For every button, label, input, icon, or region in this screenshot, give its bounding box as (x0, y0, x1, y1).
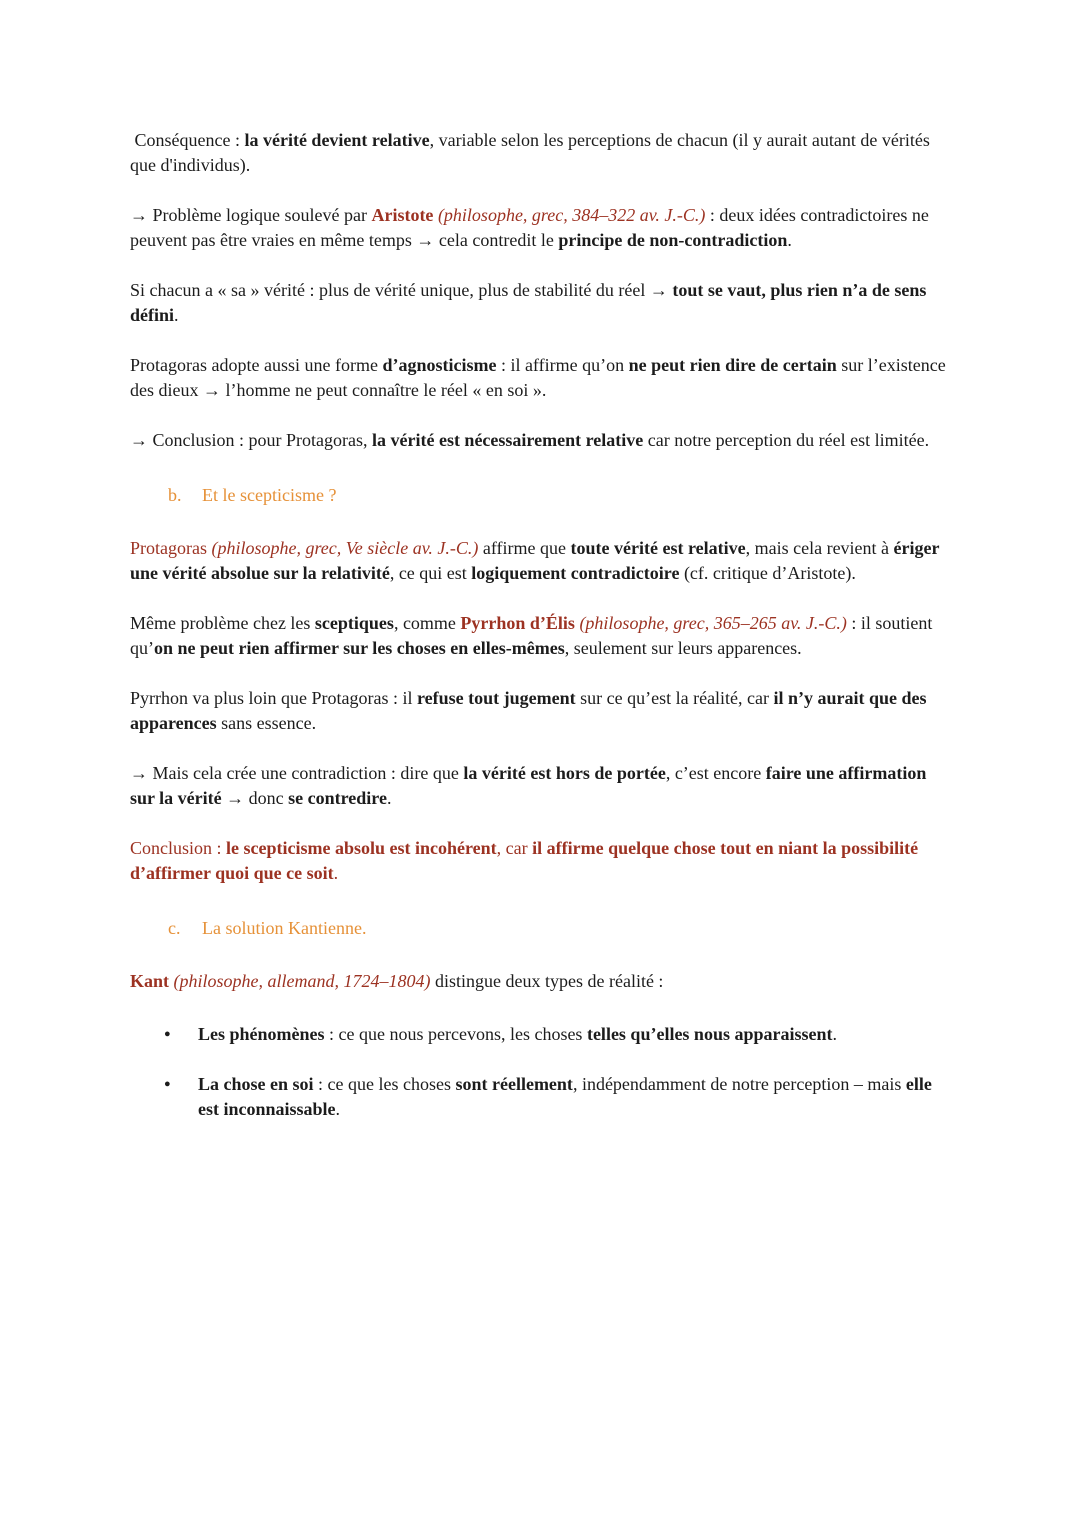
paragraph (130, 353, 950, 403)
text-run: . (832, 1024, 837, 1044)
text-run: sur ce qu’est la réalité, car (575, 688, 774, 708)
text-run: tout se vaut, plus rien n’a de sens défini (130, 280, 931, 325)
text-run: Pyrrhon va plus loin que Protagoras : il (130, 688, 417, 708)
text-run: toute vérité est relative (570, 538, 746, 558)
text-run: , mais cela revient à (745, 538, 894, 558)
text-run: sont réellement (455, 1074, 573, 1094)
text-run: sans essence. (216, 713, 317, 733)
text-run: principe de non-contradiction (558, 230, 788, 250)
text-run: , indépendamment de notre perception – mais (572, 1074, 906, 1094)
paragraph (130, 969, 950, 994)
text-run: telles qu’elles nous apparaissent (586, 1024, 833, 1044)
text-run: Protagoras adopte aussi une forme (130, 355, 383, 375)
text-run: Conséquence : (130, 130, 245, 150)
text-run: (philosophe, grec, Ve siècle av. J.-C.) (211, 538, 479, 558)
text-run: (philosophe, grec, 365–265 av. J.-C.) (579, 613, 847, 633)
text-run: la vérité est hors de portée (463, 763, 666, 783)
text-run: refuse tout jugement (416, 688, 576, 708)
heading-marker: b. (168, 485, 182, 505)
text-run: (philosophe, allemand, 1724–1804) (173, 971, 431, 991)
text-run: ériger une vérité absolue sur la relativité (130, 538, 944, 583)
paragraph (130, 536, 950, 586)
document-content (130, 128, 950, 1122)
text-run: se contredire (288, 788, 387, 808)
bullet-text (198, 1072, 950, 1122)
text-run: . (386, 788, 392, 808)
text-run: Même problème chez les (130, 613, 315, 633)
section-heading (130, 916, 950, 941)
text-run: elle est inconnaissable (198, 1074, 937, 1119)
text-run: → Problème logique soulevé par (130, 205, 372, 225)
text-run: , car (496, 838, 533, 858)
text-run: : deux idées contradictoires ne peuvent pas être vraies en même temps → cela contredit le (130, 205, 934, 250)
paragraph (130, 428, 950, 453)
text-run: . (335, 1099, 341, 1119)
text-run: : ce que nous percevons, les choses (324, 1024, 587, 1044)
text-run: : il soutient qu’ (130, 613, 937, 658)
text-run: ne peut rien dire de certain (628, 355, 837, 375)
paragraph (130, 128, 950, 178)
bullet-item (130, 1022, 950, 1047)
bullet-text (198, 1022, 950, 1047)
paragraph (130, 761, 950, 811)
paragraph (130, 686, 950, 736)
text-run: , variable selon les perceptions de chacun (il y aurait autant de vérités que d'individus). (130, 130, 935, 175)
bullet-icon: ● (164, 1078, 171, 1090)
text-run: Conclusion : (130, 838, 227, 858)
paragraph (130, 836, 950, 886)
paragraph (130, 203, 950, 253)
text-run: faire une affirmation sur la vérité (130, 763, 931, 808)
heading-text (202, 483, 336, 508)
text-run: car notre perception du réel est limitée. (643, 430, 930, 450)
text-run: , comme (393, 613, 461, 633)
text-run: Pyrrhon d’Élis (460, 613, 580, 633)
text-run: il n’y aurait que des apparences (130, 688, 932, 733)
text-run: il affirme quelque chose tout en niant la possibilité d’affirmer quoi que ce soit (130, 838, 923, 883)
text-run: . (787, 230, 792, 250)
text-run: La chose en soi (198, 1074, 314, 1094)
text-run: d’agnosticisme (382, 355, 497, 375)
text-run: , ce qui est (389, 563, 472, 583)
text-run: Protagoras (130, 538, 212, 558)
text-run: on ne peut rien affirmer sur les choses en elles-mêmes (154, 638, 565, 658)
text-run: la vérité devient relative (244, 130, 430, 150)
bullet-icon: ● (164, 1028, 171, 1040)
text-run: . (174, 305, 179, 325)
text-run: logiquement contradictoire (471, 563, 680, 583)
text-run: , seulement sur leurs apparences. (564, 638, 802, 658)
text-run: sur l’existence des dieux → l’homme ne peut connaître le réel « en soi ». (130, 355, 951, 400)
text-run: Aristote (371, 205, 438, 225)
text-run: → Mais cela crée une contradiction : dire que (130, 763, 464, 783)
section-heading (130, 483, 950, 508)
text-run: Kant (130, 971, 174, 991)
text-run: distingue deux types de réalité : (430, 971, 664, 991)
text-run: (philosophe, grec, 384–322 av. J.-C.) (437, 205, 706, 225)
text-run: : il affirme qu’on (496, 355, 629, 375)
text-run: Si chacun a « sa » vérité : plus de vérité unique, plus de stabilité du réel → (130, 280, 673, 300)
heading-marker: c. (168, 918, 181, 938)
text-run: Et le scepticisme ? (202, 485, 337, 505)
text-run: affirme que (478, 538, 571, 558)
text-run: → donc (221, 788, 289, 808)
paragraph (130, 278, 950, 328)
text-run: (cf. critique d’Aristote). (679, 563, 856, 583)
bullet-item (130, 1072, 950, 1122)
text-run: → Conclusion : pour Protagoras, (130, 430, 372, 450)
text-run: , c’est encore (665, 763, 766, 783)
text-run: Les phénomènes (198, 1024, 325, 1044)
text-run: le scepticisme absolu est incohérent (226, 838, 497, 858)
text-run: . (333, 863, 339, 883)
paragraph (130, 611, 950, 661)
text-run: La solution Kantienne. (202, 918, 367, 938)
text-run: : ce que les choses (313, 1074, 456, 1094)
text-run: la vérité est nécessairement relative (371, 430, 644, 450)
text-run: sceptiques (314, 613, 394, 633)
heading-text (202, 916, 366, 941)
